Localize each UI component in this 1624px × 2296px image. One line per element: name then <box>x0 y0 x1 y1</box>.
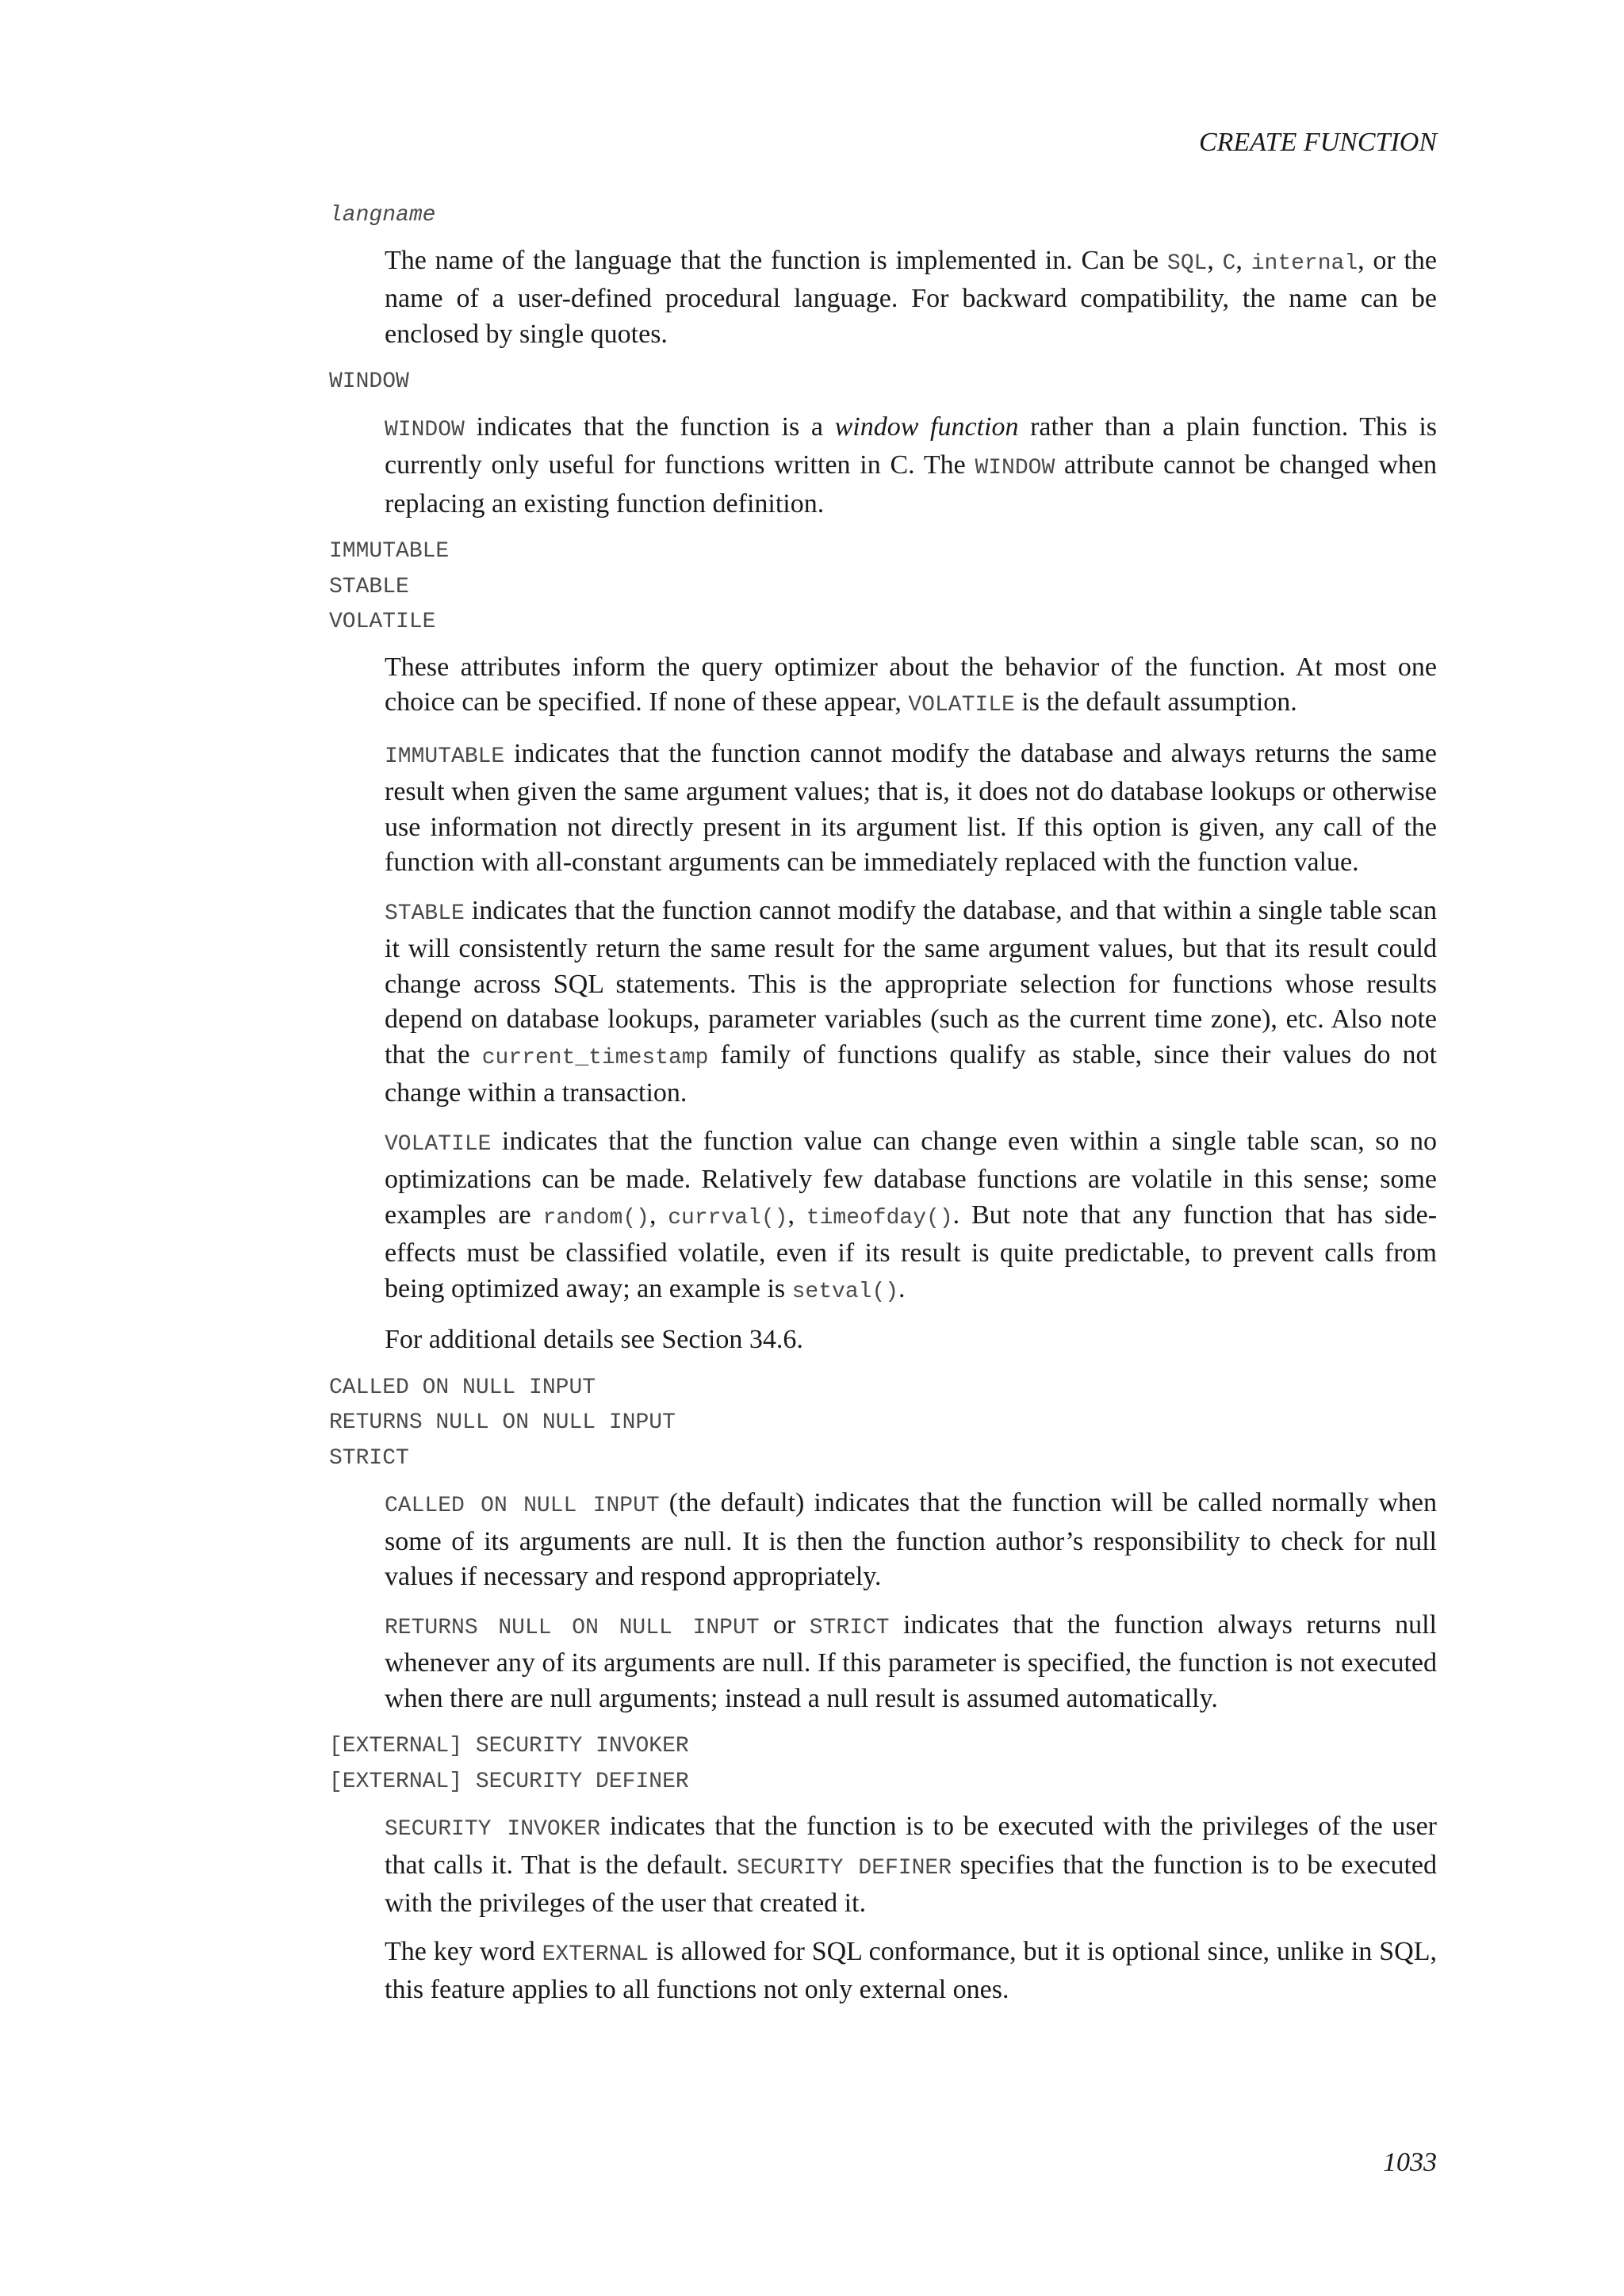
inline-code: setval() <box>791 1279 899 1304</box>
description-langname <box>385 243 1437 353</box>
inline-code: currval() <box>668 1205 788 1230</box>
paragraph <box>385 410 1437 522</box>
paragraph <box>385 650 1437 724</box>
entry-null-handling <box>329 1371 1437 1717</box>
term-line: VOLATILE <box>329 610 436 634</box>
text-run: These attributes inform the query optimizer about the behavior of the function. At most one choice can be specified. If none of these appear, <box>385 652 1437 717</box>
text-run: . But note that any function that has side-effects must be classified volatile, even if its result is quite predictable, to prevent calls from being optimized away; an example is <box>385 1200 1438 1303</box>
entry-langname <box>329 198 1437 352</box>
text-run: indicates that the function is a <box>464 411 835 442</box>
text-run: specifies that the function is to be executed with the privileges of the user that created it. <box>385 1850 1438 1918</box>
text-run: The name of the language that the function is implemented in. Can be <box>385 245 1167 275</box>
inline-code: RETURNS NULL ON NULL INPUT <box>385 1615 760 1640</box>
paragraph <box>385 1608 1437 1717</box>
term-line: STABLE <box>329 574 409 599</box>
inline-code: VOLATILE <box>908 693 1015 718</box>
term-line: RETURNS NULL ON NULL INPUT <box>329 1410 676 1435</box>
term-line: langname <box>329 203 436 228</box>
inline-code: current_timestamp <box>481 1045 709 1070</box>
description-window <box>385 410 1437 522</box>
inline-code: STABLE <box>385 901 465 926</box>
entry-security <box>329 1729 1437 2008</box>
term-null-handling <box>329 1371 1437 1477</box>
text-run: , <box>649 1200 668 1230</box>
description-security <box>385 1809 1437 2008</box>
running-header: CREATE FUNCTION <box>1198 128 1437 157</box>
text-run: attribute cannot be changed when replacing an existing function definition. <box>385 450 1437 519</box>
text-run: , <box>1235 245 1251 275</box>
text-run: . <box>898 1273 906 1303</box>
inline-code: EXTERNAL <box>542 1942 649 1967</box>
paragraph <box>385 1809 1437 1922</box>
term-line: [EXTERNAL] SECURITY DEFINER <box>329 1769 689 1794</box>
term-langname <box>329 198 1437 234</box>
text-run: For additional details see Section 34.6. <box>385 1325 803 1354</box>
term-line: WINDOW <box>329 369 409 394</box>
text-run: indicates that the function cannot modify the database and always returns the same result when given the same argument values; that is, it does not do database lookups or otherwise use information not directly present in its argument list. If this option is given, any call of the function with all-constant arguments can be immediately replaced with the function value. <box>385 738 1437 877</box>
paragraph <box>385 737 1437 881</box>
term-security <box>329 1729 1437 1800</box>
inline-code: CALLED ON NULL INPUT <box>385 1494 660 1518</box>
text-run: The key word <box>385 1936 542 1966</box>
inline-code: random() <box>542 1205 649 1230</box>
inline-code: WINDOW <box>975 456 1055 480</box>
text-run: rather than a plain function. This is currently only useful for functions written in C. The <box>385 411 1438 480</box>
inline-code: C <box>1222 251 1236 276</box>
inline-code: WINDOW <box>385 417 465 442</box>
inline-code: STRICT <box>809 1615 890 1640</box>
entry-window <box>329 365 1437 522</box>
inline-code: timeofday() <box>806 1205 953 1230</box>
paragraph <box>385 1322 1437 1358</box>
text-run: indicates that the function cannot modify the database, and that within a single table scan it will consistently return the same result for the same argument values, but that its result could change across SQL statements. This is the appropriate selection for functions whose results depend on database lookups, parameter variables (such as the current time zone), etc. Also note that the <box>385 895 1437 1070</box>
text-run: family of functions qualify as stable, since their values do not change within a transaction. <box>385 1039 1438 1108</box>
inline-code: internal <box>1251 251 1358 276</box>
description-null-handling <box>385 1486 1437 1716</box>
paragraph <box>385 1124 1437 1311</box>
text-run: (the default) indicates that the function will be called normally when some of its arguments are null. It is then the function author’s responsibility to check for null values if necessary and respond appropriately. <box>385 1488 1437 1591</box>
term-volatility <box>329 534 1437 641</box>
paragraph <box>385 1934 1437 2008</box>
text-run: or <box>759 1609 810 1640</box>
inline-code: IMMUTABLE <box>385 744 505 769</box>
text-run: indicates that the function always returns null whenever any of its arguments are null. If this parameter is specified, the function is not executed when there are null arguments; instead a null result is assumed automatically. <box>385 1609 1438 1713</box>
description-volatility <box>385 650 1437 1358</box>
text-run: is the default assumption. <box>1014 687 1297 717</box>
text-run: is allowed for SQL conformance, but it is optional since, unlike in SQL, this feature applies to all functions not only external ones. <box>385 1936 1437 2004</box>
paragraph <box>385 1486 1437 1595</box>
term-window <box>329 365 1437 400</box>
inline-code: VOLATILE <box>385 1131 492 1157</box>
text-run: , <box>787 1200 806 1230</box>
emphasis: window function <box>834 411 1019 442</box>
term-line: STRICT <box>329 1445 409 1471</box>
paragraph <box>385 243 1437 353</box>
term-line: CALLED ON NULL INPUT <box>329 1375 596 1400</box>
inline-code: SECURITY INVOKER <box>385 1817 601 1842</box>
entry-volatility <box>329 534 1437 1358</box>
text-run: indicates that the function value can change even within a single table scan, so no optimizations can be made. Relatively few database functions are volatile in this sense; some examples are <box>385 1126 1437 1230</box>
page-number: 1033 <box>1383 2148 1437 2177</box>
inline-code: SQL <box>1166 251 1208 276</box>
term-line: [EXTERNAL] SECURITY INVOKER <box>329 1734 689 1758</box>
paragraph <box>385 894 1437 1112</box>
text-run: , or the name of a user-defined procedural language. For backward compatibility, the name can be enclosed by single quotes. <box>385 245 1438 349</box>
text-run: indicates that the function is to be executed with the privileges of the user that calls it. That is the default. <box>385 1812 1437 1880</box>
text-run: , <box>1207 245 1223 275</box>
document-body <box>329 198 1437 2021</box>
inline-code: SECURITY DEFINER <box>737 1855 952 1881</box>
term-line: IMMUTABLE <box>329 539 450 564</box>
